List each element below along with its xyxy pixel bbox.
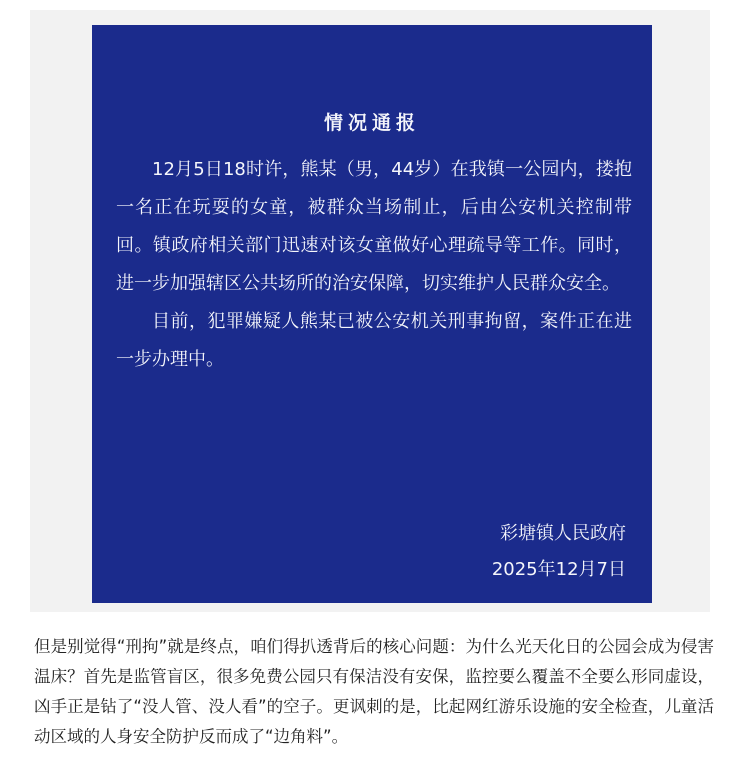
notice-paragraph: 目前，犯罪嫌疑人熊某已被公安机关刑事拘留，案件正在进一步办理中。 xyxy=(116,311,632,370)
notice-body xyxy=(116,151,632,379)
notice-image xyxy=(92,25,652,603)
notice-date: 2025年12月7日 xyxy=(491,559,626,580)
notice-paragraph: 12月5日18时许，熊某（男，44岁）在我镇一公园内，搂抱一名正在玩耍的女童，被群众当场制止，后由公安机关控制带回。镇政府相关部门迅速对该女童做好心理疏导等工作。同时，进一步加强辖区公共场所的治安保障，切实维护人民群众安全。 xyxy=(116,159,632,294)
notice-signature xyxy=(492,516,626,588)
notice-issuer: 彩塘镇人民政府 xyxy=(500,523,626,544)
article-paragraph: 但是别觉得“刑拘”就是终点，咱们得扒透背后的核心问题：为什么光天化日的公园会成为侵害温床？首先是监管盲区，很多免费公园只有保洁没有安保，监控要么覆盖不全要么形同虚设，凶手正是钻了“没人管、没人看”的空子。更讽刺的是，比起网红游乐设施的安全检查，儿童活动区域的人身安全防护反而成了“边角料”。 xyxy=(34,637,714,746)
notice-title: 情况通报 xyxy=(323,112,420,134)
